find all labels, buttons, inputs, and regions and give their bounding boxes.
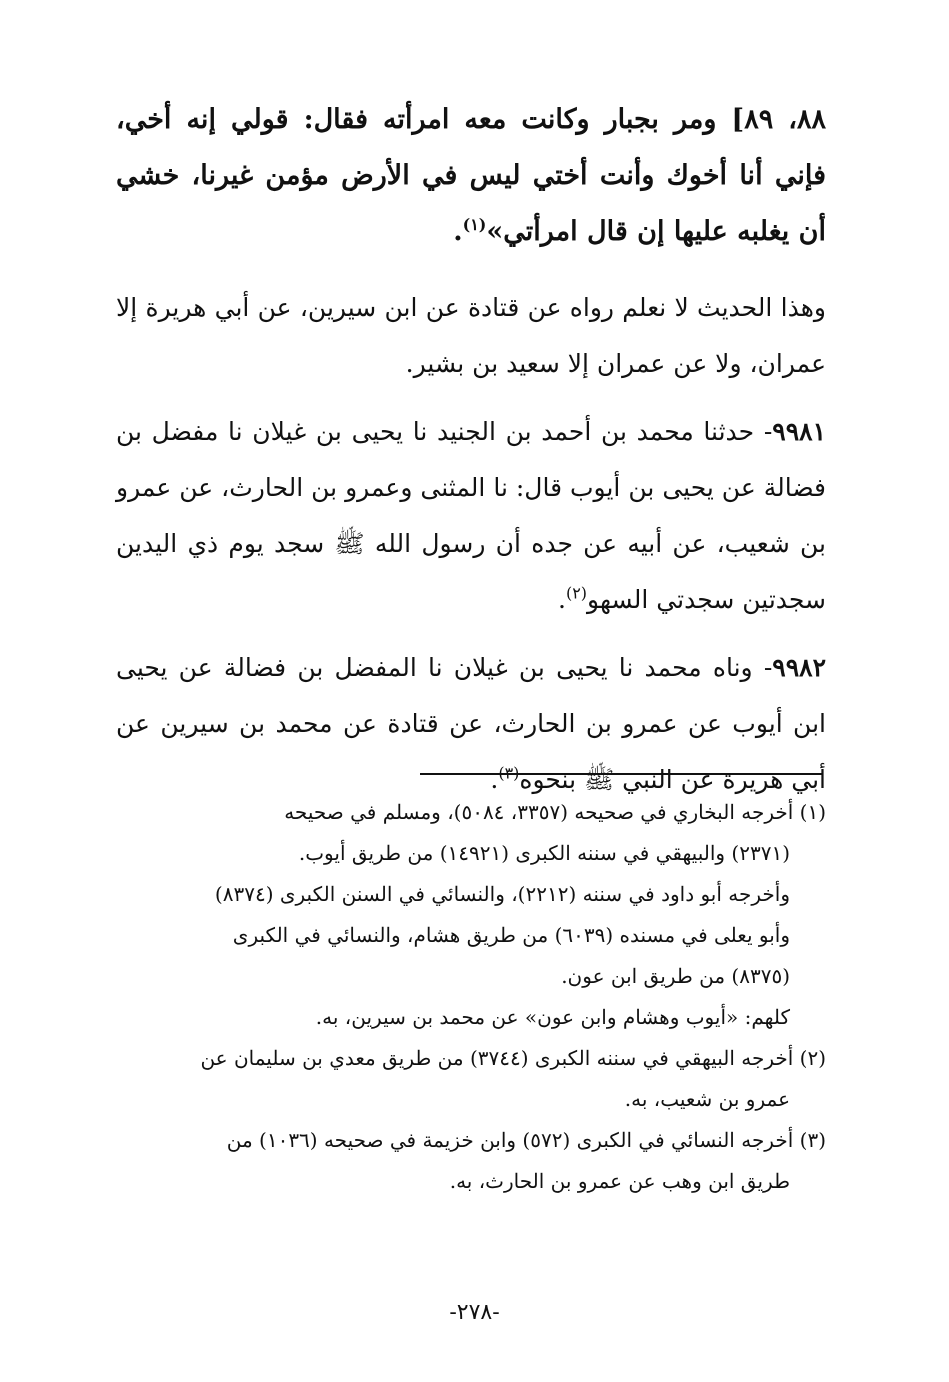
hadith-number-9982: ٩٩٨٢ bbox=[772, 653, 826, 682]
hadith-9982 bbox=[116, 640, 826, 808]
hadith-continuation bbox=[116, 92, 826, 260]
footnote-1-line-2: (٢٣٧١) والبيهقي في سننه الكبرى (١٤٩٢١) من طريق أيوب. bbox=[298, 841, 790, 865]
continuation-end: . bbox=[453, 216, 463, 247]
continuation-text: ٨٨، ٨٩] ومر بجبار وكانت معه امرأته فقال: قولي إنه أخي، فإني أنا أخوك وأنت أختي ليس في الأرض مؤمن غيرنا، خشي أن يغلبه عليها إن قال امرأتي» bbox=[116, 104, 826, 247]
hadith-9982-text: - وناه محمد نا يحيى بن غيلان نا المفضل بن فضالة عن يحيى ابن أيوب عن عمرو بن الحارث، عن قتادة عن محمد بن سيرين عن أبي هريرة عن النبي ﷺ بنحوه bbox=[116, 653, 826, 794]
main-text bbox=[116, 92, 826, 820]
hadith-number-9981: ٩٩٨١ bbox=[772, 417, 826, 446]
footnote-2 bbox=[116, 1038, 826, 1120]
footnote-separator bbox=[420, 773, 822, 775]
footnote-3 bbox=[116, 1120, 826, 1202]
footnote-1-line-1: (١) أخرجه البخاري في صحيحه (٣٣٥٧، ٥٠٨٤)، ومسلم في صحيحه bbox=[284, 800, 826, 824]
hadith-9982-end: . bbox=[490, 765, 499, 794]
hadith-9981 bbox=[116, 404, 826, 628]
footnote-3-line-2: طريق ابن وهب عن عمرو بن الحارث، به. bbox=[449, 1169, 790, 1193]
footnotes-section bbox=[116, 792, 826, 1202]
footnote-1-line-3: وأخرجه أبو داود في سننه (٢٢١٢)، والنسائي في السنن الكبرى (٨٣٧٤) bbox=[214, 882, 790, 906]
footnote-ref-2[interactable]: (٢) bbox=[565, 583, 588, 603]
commentary-paragraph: وهذا الحديث لا نعلم رواه عن قتادة عن ابن سيرين، عن أبي هريرة إلا عمران، ولا عن عمران إلا سعيد بن بشير. bbox=[116, 293, 826, 378]
footnote-1 bbox=[116, 792, 826, 1038]
footnote-2-line-2: عمرو بن شعيب، به. bbox=[624, 1087, 790, 1111]
footnote-1-line-4: وأبو يعلى في مسنده (٦٠٣٩) من طريق هشام، والنسائي في الكبرى bbox=[232, 923, 790, 947]
footnote-ref-3[interactable]: (٣) bbox=[498, 763, 520, 783]
hadith-9981-end: . bbox=[558, 585, 566, 614]
footnote-1-line-6: كلهم: «أيوب وهشام وابن عون» عن محمد بن سيرين، به. bbox=[315, 1005, 790, 1029]
footnote-ref-1[interactable]: (١) bbox=[462, 215, 487, 234]
footnote-1-line-5: (٨٣٧٥) من طريق ابن عون. bbox=[561, 964, 790, 988]
footnote-2-line-1: (٢) أخرجه البيهقي في سننه الكبرى (٣٧٤٤) من طريق معدي بن سليمان عن bbox=[200, 1046, 826, 1070]
page-number: -٢٧٨- bbox=[449, 1300, 500, 1325]
footnote-3-line-1: (٣) أخرجه النسائي في الكبرى (٥٧٢) وابن خزيمة في صحيحه (١٠٣٦) من bbox=[226, 1128, 826, 1152]
hadith-9981-text: - حدثنا محمد بن أحمد بن الجنيد نا يحيى بن غيلان نا مفضل بن فضالة عن يحيى بن أيوب قال: نا المثنى وعمرو بن الحارث، عن عمرو بن شعيب، عن أبيه عن جده أن رسول الله ﷺ سجد يوم ذي اليدين سجدتين سجدتي السهو bbox=[116, 417, 826, 614]
